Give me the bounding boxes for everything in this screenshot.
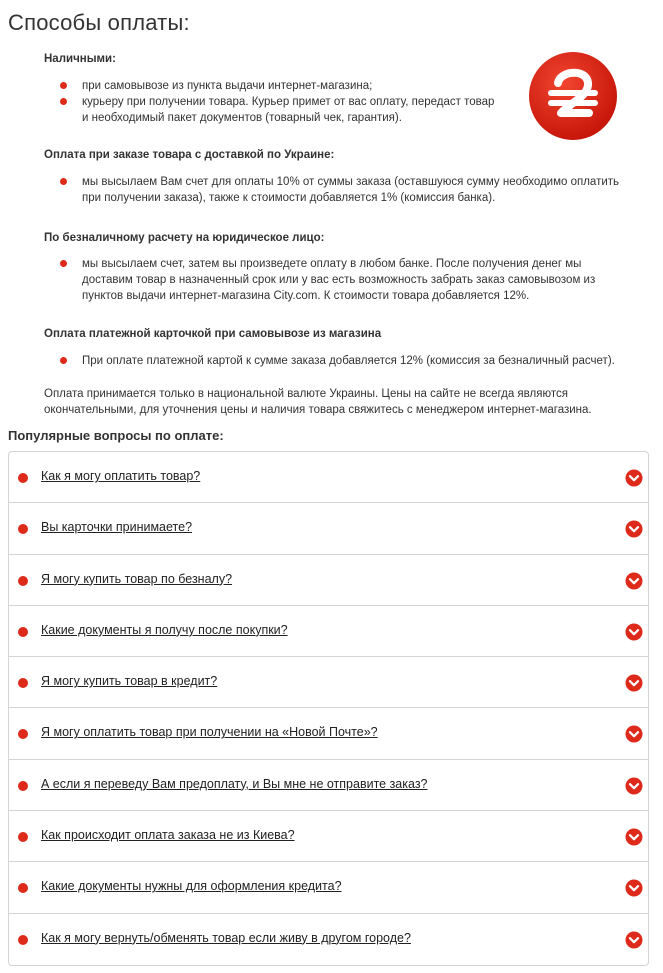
faq-question-link[interactable]: Как я могу оплатить товар? <box>41 469 201 483</box>
chevron-down-icon[interactable] <box>625 725 643 743</box>
list-item: мы высылаем счет, затем вы произведете оплату в любом банке. После получения денег мы доставим товар в назначенный срок или у вас есть возможность забрать заказ самовывозом из пунктов выдачи интернет-магазина City.com. К стоимости товара добавляется 12%. <box>60 256 630 304</box>
bullet-list-card <box>60 353 630 369</box>
chevron-down-icon[interactable] <box>625 572 643 590</box>
chevron-down-icon[interactable] <box>625 828 643 846</box>
faq-item[interactable] <box>9 606 648 657</box>
chevron-down-icon[interactable] <box>625 674 643 692</box>
chevron-down-icon[interactable] <box>625 623 643 641</box>
bullet-list-delivery <box>60 174 630 206</box>
page-title: Способы оплаты: <box>8 10 190 35</box>
bullet-dot-icon <box>18 832 28 842</box>
bullet-dot-icon <box>18 678 28 688</box>
bullet-dot-icon <box>18 883 28 893</box>
faq-question-link[interactable]: Вы карточки принимаете? <box>41 520 193 535</box>
bullet-dot-icon <box>18 781 28 791</box>
list-item: курьеру при получении товара. Курьер примет от вас оплату, передаст товар и необходимый пакет документов (товарный чек, гарантия). <box>60 94 500 126</box>
faq-item[interactable] <box>9 862 648 913</box>
chevron-down-icon[interactable] <box>625 777 643 795</box>
faq-question-link[interactable]: Какие документы нужны для оформления кредита? <box>41 879 342 894</box>
section-heading-legal-entity: По безналичному расчету на юридическое лицо: <box>44 232 325 244</box>
faq-question-link[interactable]: Я могу купить товар по безналу? <box>41 571 233 586</box>
faq-heading: Популярные вопросы по оплате: <box>8 428 224 443</box>
faq-question-link[interactable]: Я могу купить товар в кредит? <box>41 674 218 689</box>
bullet-dot-icon <box>18 473 28 483</box>
bullet-list-legal-entity <box>60 256 630 304</box>
list-item: При оплате платежной картой к сумме заказа добавляется 12% (комиссия за безналичный расчет). <box>60 353 630 369</box>
bullet-list-cash <box>60 78 500 126</box>
bullet-dot-icon <box>18 576 28 586</box>
list-item: мы высылаем Вам счет для оплаты 10% от суммы заказа (оставшуюся сумму необходимо оплатить при получении заказа), также к стоимости добавляется 1% (комиссия банка). <box>60 174 630 206</box>
bullet-dot-icon <box>18 935 28 945</box>
chevron-down-icon[interactable] <box>625 520 643 538</box>
hryvnia-icon <box>527 50 619 142</box>
faq-item[interactable] <box>9 657 648 708</box>
bullet-dot-icon <box>18 729 28 739</box>
chevron-down-icon[interactable] <box>625 469 643 487</box>
faq-item[interactable] <box>9 708 648 759</box>
list-item: при самовывозе из пункта выдачи интернет-магазина; <box>60 78 500 94</box>
section-heading-cash: Наличными: <box>44 53 116 65</box>
faq-question-link[interactable]: Какие документы я получу после покупки? <box>41 622 288 637</box>
faq-item[interactable] <box>9 760 648 811</box>
section-heading-card: Оплата платежной карточкой при самовывозе из магазина <box>44 328 382 340</box>
section-heading-delivery: Оплата при заказе товара с доставкой по Украине: <box>44 149 335 161</box>
faq-question-link[interactable]: Как я могу вернуть/обменять товар если живу в другом городе? <box>41 930 411 945</box>
faq-question-link[interactable]: А если я переведу Вам предоплату, и Вы мне не отправите заказ? <box>41 776 428 791</box>
faq-item[interactable] <box>9 452 648 503</box>
faq-item[interactable] <box>9 811 648 862</box>
faq-item[interactable] <box>9 503 648 554</box>
faq-question-link[interactable]: Как происходит оплата заказа не из Киева? <box>41 828 295 843</box>
chevron-down-icon[interactable] <box>625 931 643 949</box>
faq-list <box>8 451 649 966</box>
currency-note: Оплата принимается только в национальной валюте Украины. Цены на сайте не всегда являются окончательными, для уточнения цены и наличия товара свяжитесь с менеджером интернет-магазина. <box>44 388 592 416</box>
chevron-down-icon[interactable] <box>625 879 643 897</box>
bullet-dot-icon <box>18 627 28 637</box>
faq-question-link[interactable]: Я могу оплатить товар при получении на «Новой Почте»? <box>41 725 378 740</box>
faq-item[interactable] <box>9 914 648 965</box>
bullet-dot-icon <box>18 524 28 534</box>
faq-item[interactable] <box>9 555 648 606</box>
